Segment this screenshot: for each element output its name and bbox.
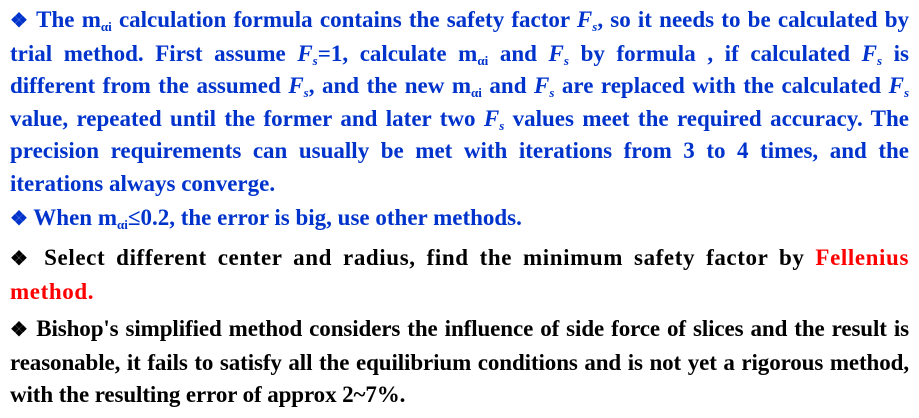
diamond-bullet-icon: ❖ [10,319,30,341]
subscript: s [312,52,318,68]
paragraph-fellenius [10,242,909,308]
fellenius-method-highlight: Fellenius method. [10,245,909,304]
subscript: s [499,117,505,133]
text: values meet the required accuracy. The precision requirements can usually be met with iterations from 3 to 4 times, and the iterations always converge. [10,105,909,196]
text: and [488,40,549,66]
subscript: αi [100,19,112,34]
text: , and the new m [308,73,472,98]
diamond-bullet-icon: ❖ [10,208,28,230]
subscript: αi [477,52,489,68]
symbol-F: F [288,73,304,98]
text: by formula , if calculated [568,40,862,66]
symbol-F: F [888,73,904,98]
text: ≤0.2, the error is big, use other methods. [127,205,522,230]
paragraph-bishop [10,313,909,412]
symbol-F: F [297,40,313,66]
text: and [481,73,534,98]
subscript: s [303,85,309,100]
text: Select different center and radius, find the minimum safety factor by [44,245,816,270]
text: , so it needs to be calculated by trial method. First assume [10,7,909,66]
diamond-bullet-icon: ❖ [10,10,30,32]
text: Bishop's simplified method considers the influence of side force of slices and the result is reasonable, it fails to satisfy all the equilibrium conditions and is not yet a rigorous method, with the resulting error of approx 2~7%. [10,316,909,407]
text: =1, calculate m [317,40,478,66]
text: is different from the assumed [10,40,910,98]
text: are replaced with the calculated [554,73,889,98]
subscript: αi [116,217,128,232]
subscript: s [876,52,883,68]
symbol-F: F [576,7,593,32]
symbol-F: F [861,40,877,66]
paragraph-error-note [10,202,909,236]
subscript: αi [471,85,482,100]
subscript: s [563,52,569,68]
paragraph-trial-method [10,4,909,200]
text: calculation formula contains the safety factor [111,7,577,32]
diamond-bullet-icon: ❖ [10,248,34,270]
text: The m [36,7,101,32]
subscript: s [549,85,555,100]
symbol-F: F [534,73,550,98]
subscript: s [592,19,598,34]
symbol-F: F [483,105,500,131]
subscript: s [903,85,909,100]
text: When m [33,205,117,230]
symbol-F: F [548,40,564,66]
text: value, repeated until the former and later two [10,105,484,131]
